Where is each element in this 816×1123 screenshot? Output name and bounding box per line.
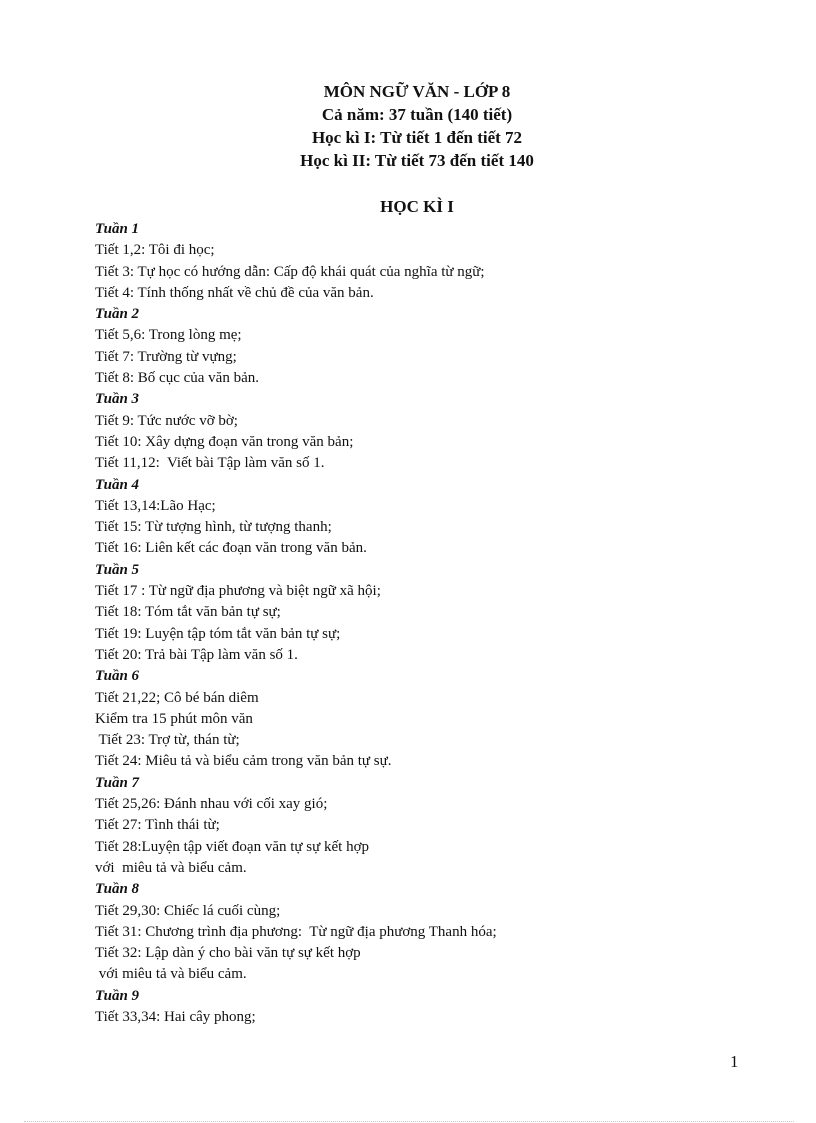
week-heading: Tuần 8 [95,881,140,898]
subject-title: MÔN NGỮ VĂN - LỚP 8 [323,82,511,101]
lesson-item: Tiết 28:Luyện tập viết đoạn văn tự sự kết hợp [95,838,370,855]
lesson-item: Tiết 1,2: Tôi đi học; [95,242,215,259]
lesson-item: Tiết 4: Tính thống nhất về chủ đề của văn bản. [95,284,374,301]
lesson-item: Kiểm tra 15 phút môn văn [95,710,253,727]
lesson-item: Tiết 15: Từ tượng hình, từ tượng thanh; [95,519,332,536]
lesson-item: Tiết 7: Trường từ vựng; [95,348,237,365]
lesson-item: Tiết 19: Luyện tập tóm tắt văn bản tự sự; [95,625,341,642]
lesson-item: Tiết 20: Trả bài Tập làm văn số 1. [95,646,298,663]
lesson-item: Tiết 11,12: Viết bài Tập làm văn số 1. [95,455,325,472]
lesson-item: Tiết 3: Tự học có hướng dẫn: Cấp độ khái quát của nghĩa từ ngữ; [95,263,485,280]
lesson-item: Tiết 24: Miêu tả và biểu cảm trong văn bản tự sự. [95,753,392,770]
week-heading: Tuần 7 [95,774,140,791]
year-summary: Cả năm: 37 tuần (140 tiết) [321,105,513,124]
week-heading: Tuần 6 [95,668,140,685]
lesson-item: với miêu tả và biểu cảm. [95,859,247,876]
lesson-list [95,219,775,1028]
page-number: 1 [730,1052,739,1071]
lesson-item: Tiết 21,22; Cô bé bán diêm [95,689,259,706]
semester-1-range: Học kì I: Từ tiết 1 đến tiết 72 [311,128,523,147]
lesson-item: Tiết 33,34: Hai cây phong; [95,1008,256,1025]
lesson-item: Tiết 13,14:Lão Hạc; [95,497,216,514]
lesson-item: Tiết 9: Tức nước vỡ bờ; [95,412,238,429]
lesson-item: Tiết 17 : Từ ngữ địa phương và biệt ngữ xã hội; [95,583,381,600]
week-heading: Tuần 4 [95,476,140,493]
lesson-item: Tiết 8: Bố cục của văn bản. [95,370,259,387]
lesson-item: Tiết 27: Tình thái từ; [95,817,220,834]
document-header [0,80,816,172]
week-heading: Tuần 2 [95,306,140,323]
lesson-item: Tiết 32: Lập dàn ý cho bài văn tự sự kết hợp [95,945,361,962]
lesson-item: Tiết 31: Chương trình địa phương: Từ ngữ địa phương Thanh hóa; [95,923,497,940]
section-title: HỌC KÌ I [380,197,454,216]
week-heading: Tuần 5 [95,561,140,578]
lesson-item: Tiết 5,6: Trong lòng mẹ; [95,327,242,344]
lesson-item: Tiết 25,26: Đánh nhau với cối xay gió; [95,796,328,813]
week-heading: Tuần 3 [95,391,140,408]
lesson-item: Tiết 18: Tóm tắt văn bản tự sự; [95,604,281,621]
lesson-item: Tiết 10: Xây dựng đoạn văn trong văn bản; [95,433,354,450]
lesson-item: Tiết 16: Liên kết các đoạn văn trong văn bản. [95,540,367,557]
week-heading: Tuần 1 [95,221,140,237]
semester-2-range: Học kì II: Từ tiết 73 đến tiết 140 [300,151,534,170]
lesson-item: với miêu tả và biểu cảm. [95,966,247,983]
lesson-item: Tiết 23: Trợ từ, thán từ; [95,732,240,749]
week-heading: Tuần 9 [95,987,140,1004]
page-bottom-divider [24,1121,794,1122]
lesson-item: Tiết 29,30: Chiếc lá cuối cùng; [95,902,281,919]
